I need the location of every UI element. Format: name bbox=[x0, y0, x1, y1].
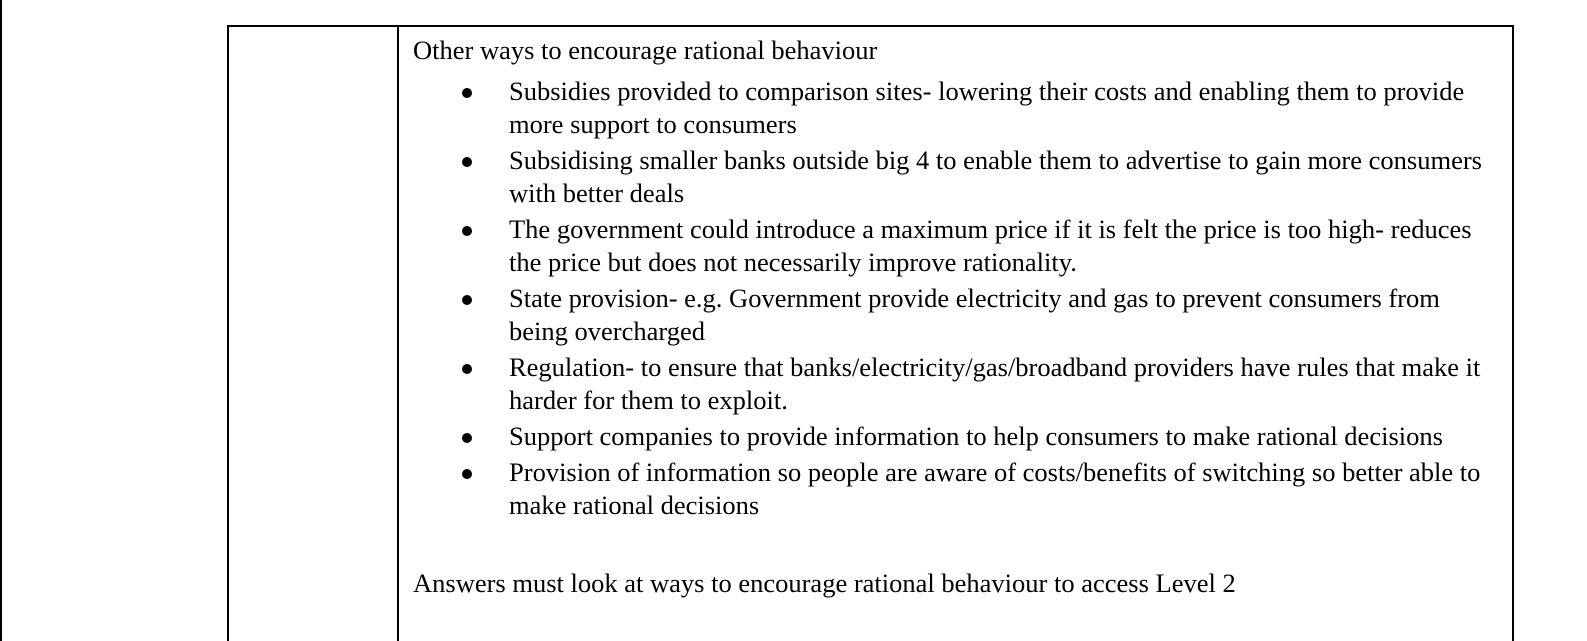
list-item-text: Support companies to provide information to help consumers to make rational decisions bbox=[509, 421, 1443, 451]
bullet-list bbox=[413, 75, 1500, 522]
list-item-text: Subsidising smaller banks outside big 4 to enable them to advertise to gain more consumers with better deals bbox=[509, 145, 1482, 208]
bullet-icon bbox=[462, 157, 472, 167]
bullet-icon bbox=[462, 469, 472, 479]
level-requirement-note: Answers must look at ways to encourage rational behaviour to access Level 2 bbox=[413, 568, 1236, 598]
page-border-left bbox=[0, 0, 2, 641]
bullet-icon bbox=[462, 295, 472, 305]
list-item bbox=[413, 420, 1500, 453]
bullet-icon bbox=[462, 88, 472, 98]
list-item bbox=[413, 144, 1500, 210]
list-item bbox=[413, 282, 1500, 348]
list-item bbox=[413, 351, 1500, 417]
list-item-text: The government could introduce a maximum price if it is felt the price is too high- reduces the price but does not necessarily improve rationality. bbox=[509, 214, 1472, 277]
section-heading: Other ways to encourage rational behaviour bbox=[413, 35, 878, 65]
list-item-text: State provision- e.g. Government provide electricity and gas to prevent consumers from being overcharged bbox=[509, 283, 1440, 346]
list-item bbox=[413, 456, 1500, 522]
list-item-text: Subsidies provided to comparison sites- lowering their costs and enabling them to provide more support to consumers bbox=[509, 76, 1465, 139]
bullet-icon bbox=[462, 226, 472, 236]
bullet-icon bbox=[462, 433, 472, 443]
table-cell-left bbox=[229, 27, 399, 641]
table-cell-content bbox=[399, 27, 1512, 641]
mark-scheme-table bbox=[227, 25, 1514, 641]
list-item-text: Regulation- to ensure that banks/electricity/gas/broadband providers have rules that make it harder for them to exploit. bbox=[509, 352, 1481, 415]
list-item bbox=[413, 213, 1500, 279]
list-item bbox=[413, 75, 1500, 141]
list-item-text: Provision of information so people are aware of costs/benefits of switching so better able to make rational decisions bbox=[509, 457, 1481, 520]
bullet-icon bbox=[462, 364, 472, 374]
